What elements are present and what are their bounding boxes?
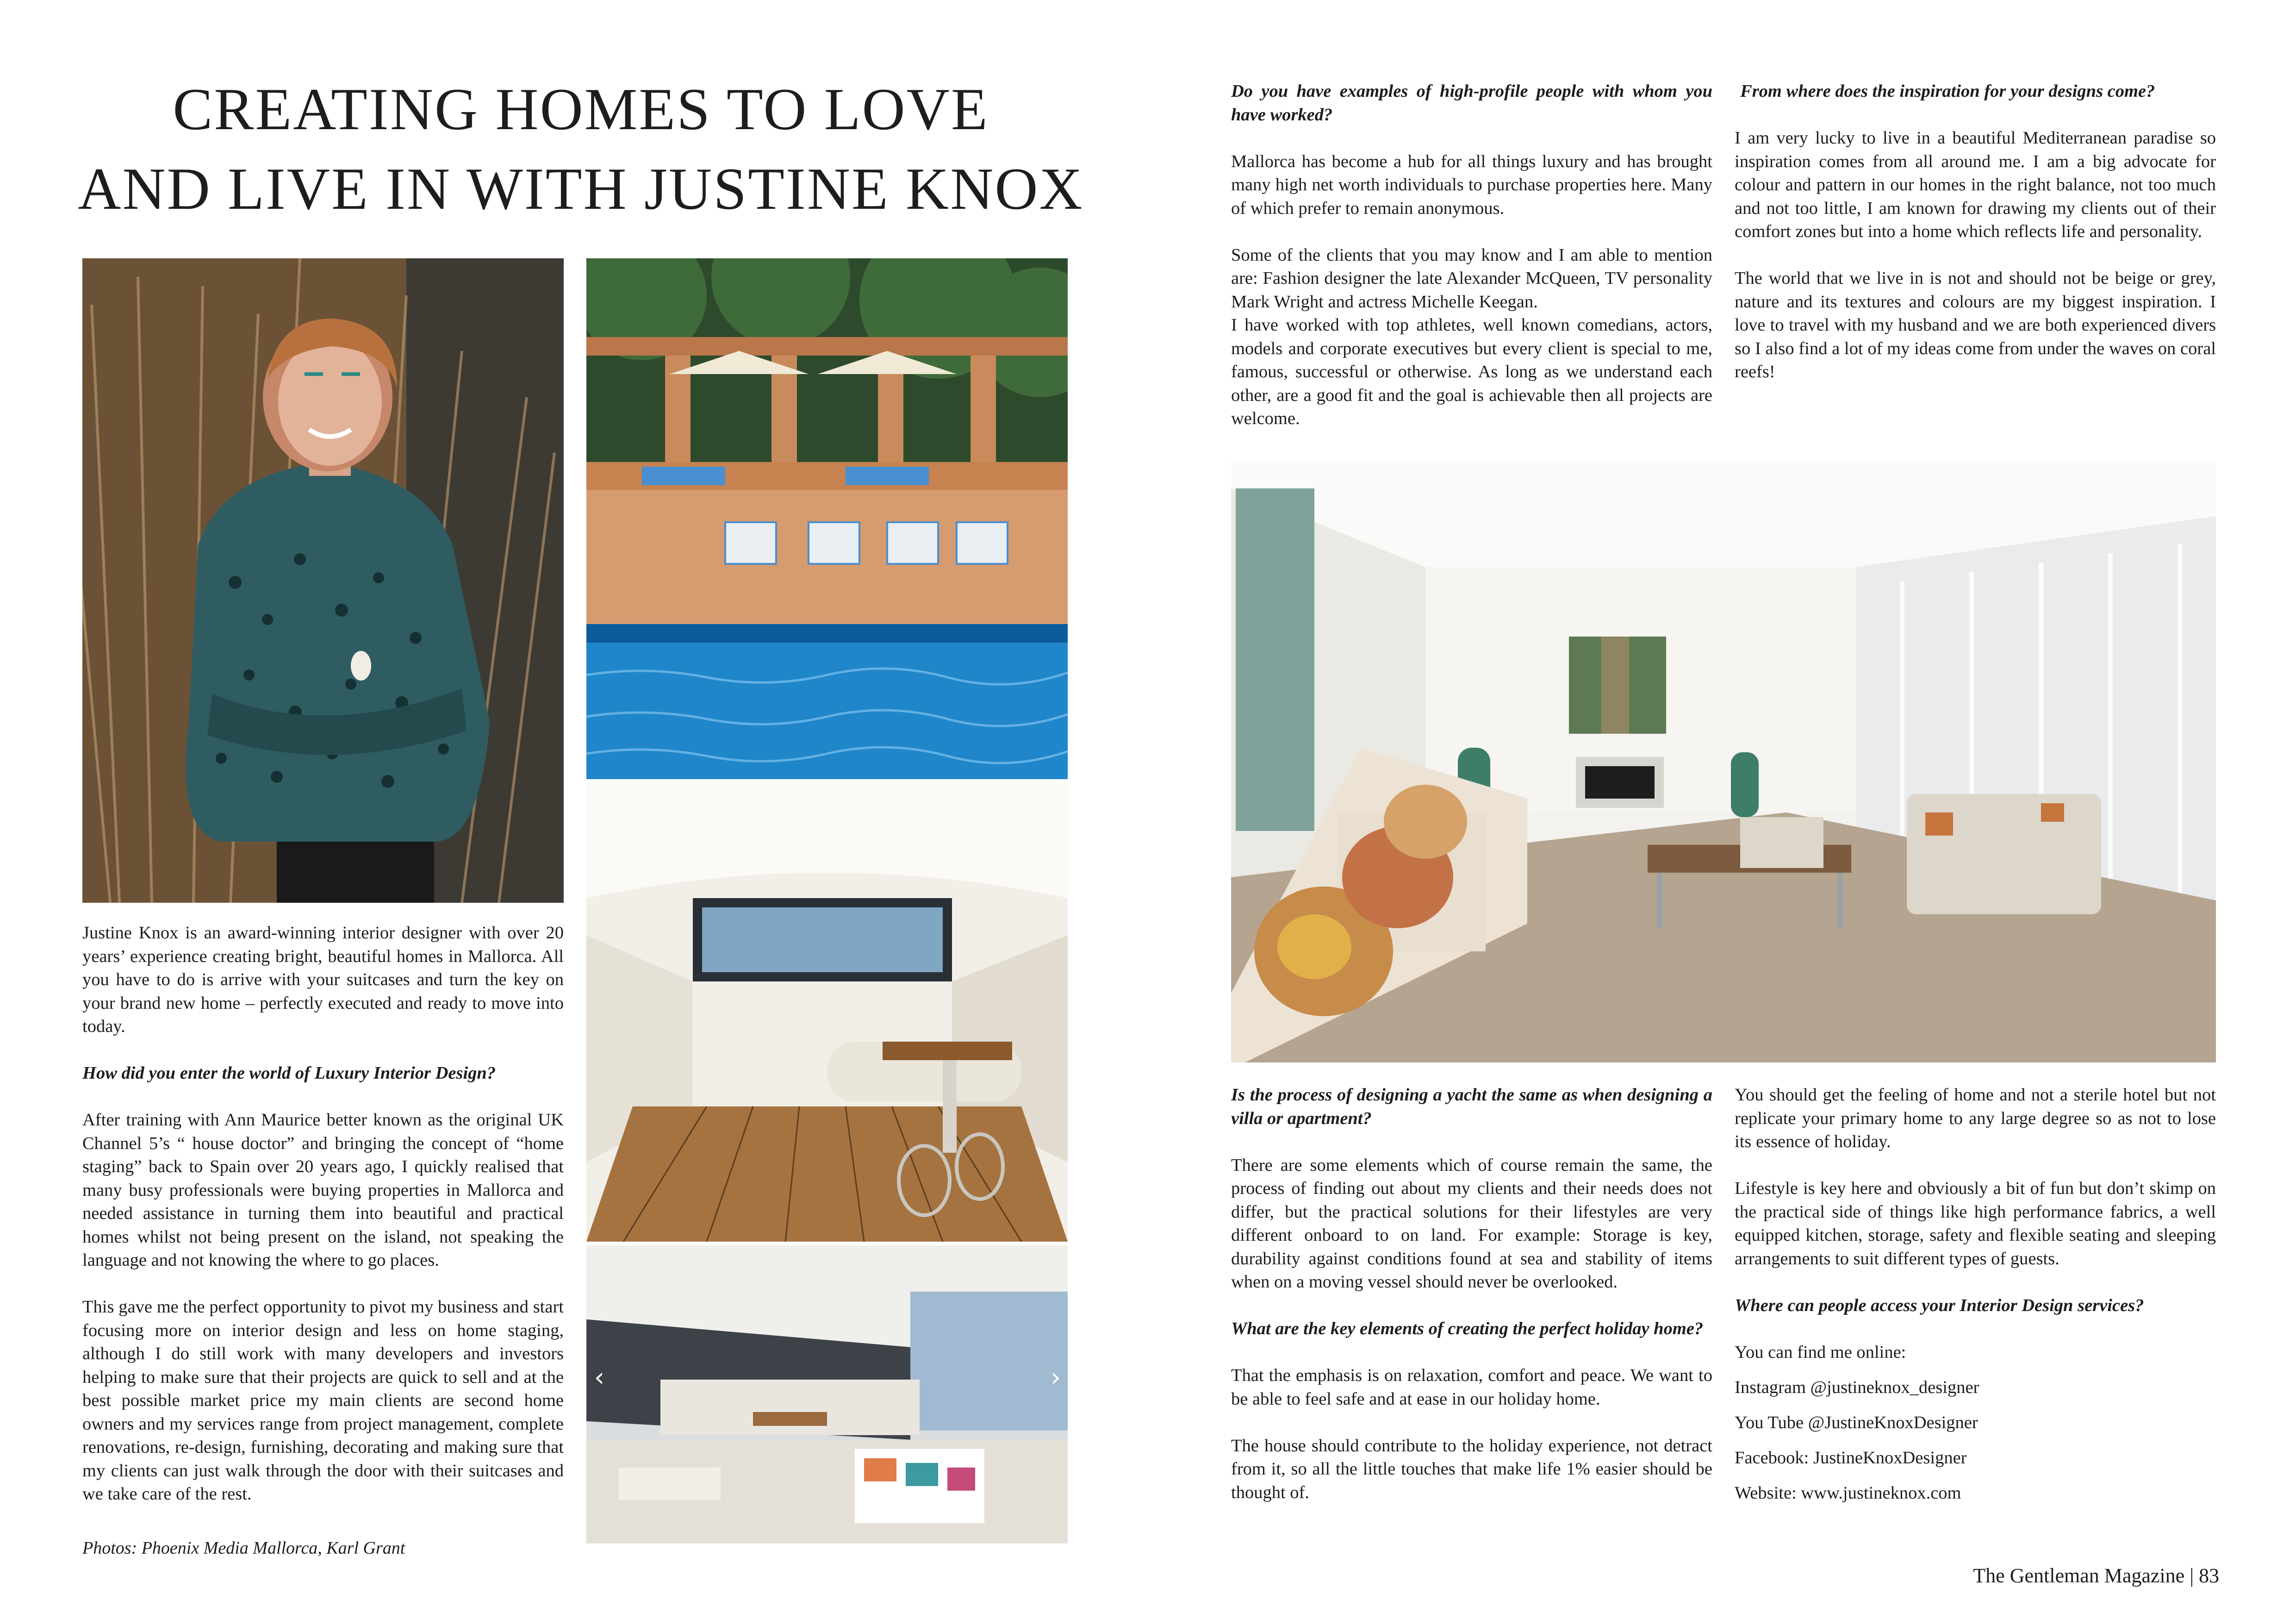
yacht-deck-photo [586,1245,1068,1543]
question-yacht-vs-villa: Is the process of designing a yacht the same as when designing a villa or apartment? [1231,1085,1712,1128]
carousel-prev-button[interactable] [588,1359,610,1396]
answer-paragraph: You should get the feeling of home and not a sterile hotel but not replicate your primary home to any large degree so as not to lose its essence of holiday. [1735,1085,2216,1151]
yacht-interior-photo [586,782,1068,1242]
left-column-text [82,921,564,1529]
instagram-link[interactable]: Instagram @justineknox_designer [1735,1377,1979,1397]
answer-paragraph: This gave me the perfect opportunity to pivot my business and start focusing more on interior design and less on home staging, although I do still work with many developers and investors helping to make sure that their projects are quick to sell and at the best possible market price my main clients are second home owners and my services range from project management, complete renovations, re-design, furnishing, decorating and making sure that my clients can just walk through the door with their suitcases and we take care of the rest. [82,1297,564,1504]
website-link[interactable]: Website: www.justineknox.com [1735,1483,1961,1503]
answer-paragraph: I am very lucky to live in a beautiful Mediterranean paradise so inspiration comes from all around me. I am a big advocate for colour and pattern in our homes in the right balance, not too much and not too little, I am known for drawing my clients out of their comfort zones but into a home which reflects life and personality. [1735,128,2216,241]
answer-paragraph: That the emphasis is on relaxation, comfort and peace. We want to be able to feel safe and at ease in our holiday home. [1231,1366,1712,1409]
answer-paragraph: The world that we live in is not and should not be beige or grey, nature and its textures and colours are my biggest inspiration. I love to travel with my husband and we are both experienced divers so I also find a lot of my ideas come from under the waves on coral reefs! [1735,269,2216,381]
photo-credit: Photos: Phoenix Media Mallorca, Karl Grant [82,1538,405,1558]
pool-terrace-photo [586,258,1068,779]
article-title [69,69,1092,229]
answer-paragraph: Lifestyle is key here and obviously a bit of fun but don’t skimp on the practical side of things like high performance fabrics, a well equipped kitchen, storage, safety and flexible seating and sleeping arrangements to suit different types of guests. [1735,1179,2216,1268]
youtube-link[interactable]: You Tube @JustineKnoxDesigner [1735,1412,1978,1432]
chevron-right-icon: › [1050,1362,1061,1393]
facebook-link[interactable]: Facebook: JustineKnoxDesigner [1735,1448,1967,1468]
title-line-1: CREATING HOMES TO LOVE [173,76,989,142]
answer-paragraph: Some of the clients that you may know and I am able to mention are: Fashion designer the late Alexander McQueen, TV personality Mark Wright and actress Michelle Keegan. [1231,245,1712,312]
question-access-services: Where can people access your Interior Design services? [1735,1295,2144,1315]
answer-paragraph: The house should contribute to the holiday experience, not detract from it, so all the little touches that make life 1% easier should be thought of. [1231,1436,1712,1502]
right-column-1-bottom [1231,1083,1712,1528]
page-footer: The Gentleman Magazine | 83 [1973,1564,2219,1587]
right-column-1-top [1231,80,1712,454]
right-column-2-top [1735,80,2216,407]
contact-intro: You can find me online: [1735,1342,1906,1362]
carousel-next-button[interactable] [1045,1359,1067,1396]
right-column-2-bottom [1735,1083,2216,1517]
portrait-photo [82,258,564,903]
question-holiday-home: What are the key elements of creating the perfect holiday home? [1231,1319,1704,1338]
answer-paragraph: There are some elements which of course remain the same, the process of finding out about my clients and their needs does not differ, but the practical solutions for their lifestyles are very different onboard to on land. For example: Storage is key, durability against conditions found at sea and stability of items when on a moving vessel should never be overlooked. [1231,1155,1712,1292]
chevron-left-icon: ‹ [594,1362,605,1393]
title-line-2: AND LIVE IN WITH JUSTINE KNOX [78,156,1084,222]
answer-paragraph: Mallorca has become a hub for all things luxury and has brought many high net worth individuals to purchase properties here. Many of which prefer to remain anonymous. [1231,151,1712,218]
question-inspiration: From where does the inspiration for your designs come? [1740,81,2155,101]
living-room-photo [1231,461,2216,1062]
question-luxury-design: How did you enter the world of Luxury Interior Design? [82,1063,496,1083]
intro-paragraph: Justine Knox is an award-winning interior designer with over 20 years’ experience creating bright, beautiful homes in Mallorca. All you have to do is arrive with your suitcases and turn the key on your brand new home – perfectly executed and ready to move into today. [82,923,564,1036]
answer-paragraph: I have worked with top athletes, well known comedians, actors, models and corporate executives but every client is special to me, famous, successful or otherwise. As long as we understand each other, are a good fit and the goal is achievable then all projects are welcome. [1231,315,1712,428]
question-high-profile: Do you have examples of high-profile people with whom you have worked? [1231,81,1712,125]
answer-paragraph: After training with Ann Maurice better known as the original UK Channel 5’s “ house doctor” and bringing the concept of “home staging” back to Spain over 20 years ago, I quickly realised that many busy professionals were buying properties in Mallorca and needed assistance in turning them into beautiful and practical homes whilst not being present on the island, not speaking the language and not knowing the where to go places. [82,1110,564,1270]
